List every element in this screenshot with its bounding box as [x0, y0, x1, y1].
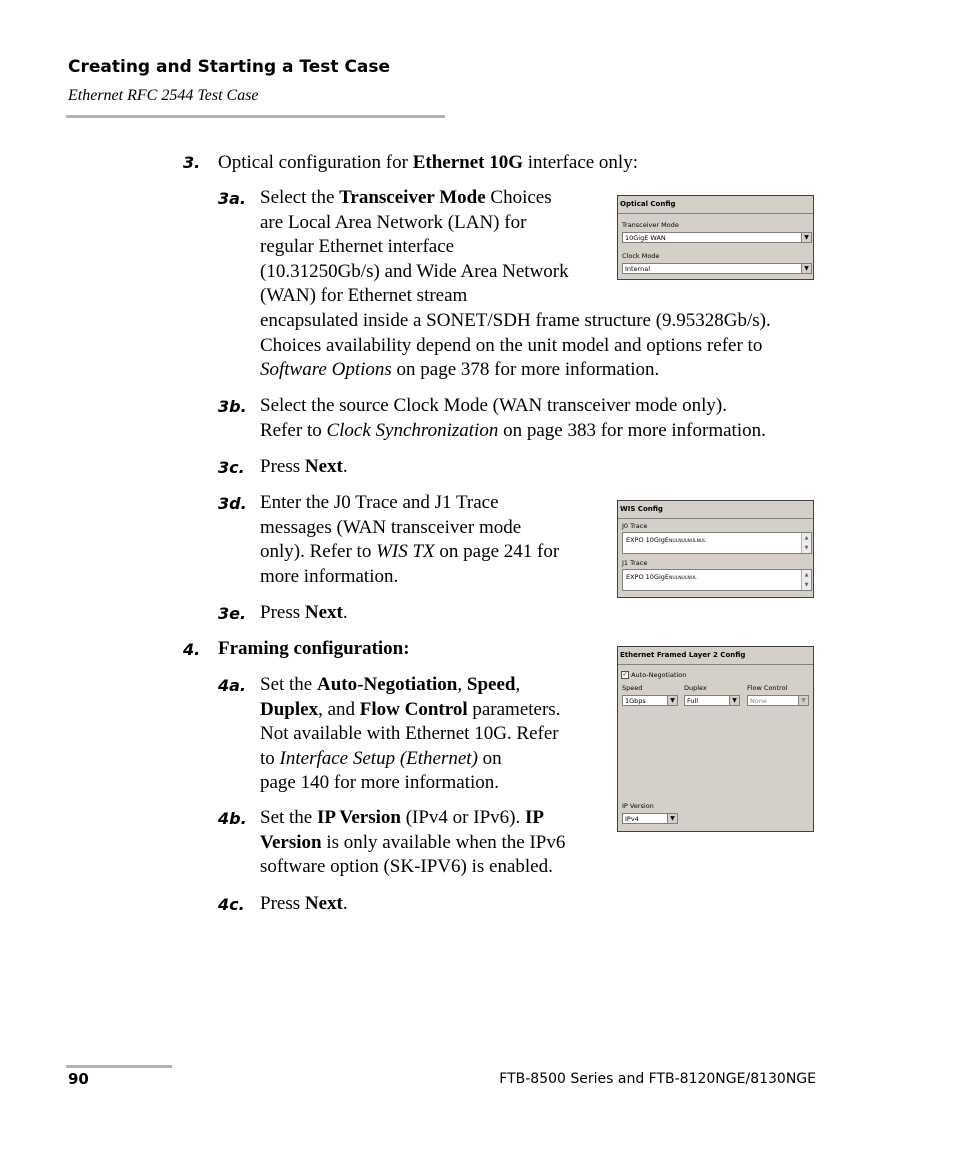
text: Refer to	[260, 419, 327, 441]
text-line: more information.	[260, 565, 399, 587]
text: .	[342, 602, 348, 623]
chevron-down-icon[interactable]: ▼	[801, 233, 811, 242]
text: Select the	[260, 187, 340, 208]
j0-trace-label: J0 Trace	[622, 522, 648, 530]
text-line: Enter the J0 Trace and J1 Trace	[260, 492, 499, 513]
null-glyph: NUL	[678, 576, 688, 581]
null-glyph: NUL	[669, 539, 679, 544]
step-3e-text	[260, 601, 348, 626]
step-4b-text	[260, 806, 565, 880]
text: Press	[260, 602, 305, 623]
text: (IPv4 or IPv6).	[400, 807, 525, 828]
text-line: encapsulated inside a SONET/SDH frame structure (9.95328Gb/s).	[260, 309, 771, 331]
scrollbar[interactable]: ▲ ▼	[801, 570, 811, 590]
text: to	[260, 747, 280, 769]
step-3c-text	[260, 455, 348, 480]
checkbox-label: Auto-Negotiation	[631, 671, 687, 679]
selected-value: Full	[687, 697, 699, 705]
step-4c-number	[218, 895, 245, 915]
footer-rule	[66, 1065, 172, 1068]
link-ref: Interface Setup (Ethernet)	[279, 747, 478, 769]
step-number: 4a.	[218, 676, 247, 695]
text: on page 378 for more information.	[391, 359, 660, 381]
step-4a-text	[260, 673, 560, 796]
chevron-down-icon[interactable]: ▼	[667, 696, 677, 705]
clock-mode-label: Clock Mode	[622, 252, 660, 260]
text: ,	[515, 674, 521, 695]
selected-value: Internal	[625, 265, 651, 273]
link-ref: Software Options	[260, 359, 392, 381]
flow-control-select[interactable]	[747, 695, 809, 706]
panel-title: WIS Config	[618, 501, 813, 519]
chevron-down-icon[interactable]: ▼	[801, 264, 811, 273]
text-line: regular Ethernet interface	[260, 236, 455, 258]
text: .	[342, 456, 348, 477]
step-number: 3d.	[218, 494, 247, 513]
section-title: Creating and Starting a Test Case	[68, 57, 391, 77]
text-line: Choices availability depend on the unit model and options refer to	[260, 334, 763, 356]
step-number: 3c.	[218, 458, 245, 477]
text: Optical configuration for	[218, 152, 413, 173]
text-line: messages (WAN transceiver mode	[260, 516, 522, 538]
step-3d-text	[260, 491, 559, 589]
link-ref: WIS TX	[376, 541, 435, 563]
ethernet-layer2-config-panel	[617, 646, 814, 832]
text: parameters.	[467, 698, 561, 720]
optical-config-panel	[617, 195, 814, 280]
text: .	[342, 893, 348, 914]
text: Set the	[260, 807, 317, 828]
selected-value: 1Gbps	[625, 697, 646, 705]
bold-text: Transceiver Mode	[339, 187, 486, 208]
wis-config-panel	[617, 500, 814, 598]
scrollbar[interactable]: ▲ ▼	[801, 533, 811, 553]
bold-text: Auto-Negotiation	[317, 674, 458, 695]
checkbox-checked-icon[interactable]: ✓	[622, 671, 628, 678]
text: only). Refer to	[260, 541, 377, 563]
step-number: 3b.	[218, 397, 247, 416]
text: interface only:	[522, 152, 638, 173]
ip-version-select[interactable]	[622, 813, 678, 824]
bold-text: Ethernet 10G	[412, 152, 523, 173]
trace-value: EXPO 10GigE	[626, 536, 670, 544]
text: , and	[318, 698, 360, 720]
transceiver-mode-label: Transceiver Mode	[622, 221, 679, 229]
step-number: 4.	[183, 640, 201, 659]
step-3-text	[218, 151, 638, 176]
bold-text: Next	[304, 893, 343, 914]
step-4-number	[183, 640, 200, 660]
chevron-down-icon[interactable]: ▼	[729, 696, 739, 705]
selected-value: 10GigE WAN	[625, 234, 666, 242]
bold-text: Next	[304, 602, 343, 623]
null-glyph: NUL	[678, 539, 688, 544]
null-glyph: NUL	[696, 539, 706, 544]
bold-text: Version	[260, 831, 322, 853]
panel-title: Ethernet Framed Layer 2 Config	[618, 647, 813, 665]
text: Press	[260, 893, 305, 914]
step-4a-number	[218, 676, 246, 696]
step-3	[183, 151, 200, 176]
footer-product: FTB-8500 Series and FTB-8120NGE/8130NGE	[499, 1071, 816, 1087]
step-number: 4c.	[218, 895, 245, 914]
section-subtitle: Ethernet RFC 2544 Test Case	[68, 87, 259, 104]
selected-value: IPv4	[625, 815, 639, 823]
step-number: 3.	[183, 153, 201, 172]
page-number: 90	[68, 1070, 89, 1088]
text-line: are Local Area Network (LAN) for	[260, 211, 527, 233]
step-number: 3e.	[218, 604, 247, 623]
step-3b-number	[218, 397, 247, 417]
speed-label: Speed	[622, 684, 643, 692]
j1-trace-label: J1 Trace	[622, 559, 648, 567]
step-4c-text	[260, 892, 348, 917]
ip-version-label: IP Version	[622, 802, 654, 810]
step-3d-number	[218, 494, 247, 514]
transceiver-mode-select[interactable]	[622, 232, 812, 243]
text-line: software option (SK-IPV6) is enabled.	[260, 856, 553, 878]
bold-text: IP Version	[317, 807, 401, 828]
text: is only available when the IPv6	[321, 831, 566, 853]
text: Set the	[260, 674, 317, 695]
text: on page 241 for	[434, 541, 560, 563]
bold-text: Next	[304, 456, 343, 477]
duplex-select[interactable]	[684, 695, 740, 706]
bold-text: Flow Control	[359, 698, 468, 720]
chevron-down-icon[interactable]: ▼	[667, 814, 677, 823]
step-3a-number	[218, 189, 246, 209]
text: on	[477, 747, 502, 769]
duplex-label: Duplex	[684, 684, 707, 692]
text: on page 383 for more information.	[498, 419, 766, 441]
text: ,	[457, 674, 467, 695]
step-3e-number	[218, 604, 246, 624]
text-line: (10.31250Gb/s) and Wide Area Network	[260, 260, 569, 282]
step-3c-number	[218, 458, 245, 478]
header-rule	[66, 115, 445, 118]
link-ref: Clock Synchronization	[326, 419, 499, 441]
auto-negotiation-checkbox-row[interactable]	[621, 671, 686, 679]
j0-trace-input[interactable]	[622, 532, 812, 554]
null-glyph: NUL	[669, 576, 679, 581]
null-glyph: NUL	[687, 539, 697, 544]
trace-value: EXPO 10GigE	[626, 573, 670, 581]
bold-text: Duplex	[260, 698, 319, 720]
bold-text: Speed	[466, 674, 516, 695]
chevron-down-icon[interactable]: ▼	[798, 696, 808, 705]
step-number: 4b.	[218, 809, 247, 828]
step-4b-number	[218, 809, 247, 829]
text-line: (WAN) for Ethernet stream	[260, 285, 468, 307]
step-number: 3a.	[218, 189, 247, 208]
speed-select[interactable]	[622, 695, 678, 706]
clock-mode-select[interactable]	[622, 263, 812, 274]
selected-value: None	[750, 697, 767, 705]
text: Press	[260, 456, 305, 477]
null-glyph: NUL	[687, 576, 697, 581]
panel-title: Optical Config	[618, 196, 813, 214]
bold-text: Framing configuration:	[218, 638, 410, 659]
step-4-text	[218, 637, 410, 662]
text: Choices	[485, 187, 552, 208]
step-3b-text	[260, 394, 766, 443]
j1-trace-input[interactable]	[622, 569, 812, 591]
text-line: Select the source Clock Mode (WAN transceiver mode only).	[260, 395, 727, 416]
flow-control-label: Flow Control	[747, 684, 788, 692]
bold-text: IP	[524, 807, 544, 828]
text-line: Not available with Ethernet 10G. Refer	[260, 723, 559, 745]
text-line: page 140 for more information.	[260, 772, 500, 794]
